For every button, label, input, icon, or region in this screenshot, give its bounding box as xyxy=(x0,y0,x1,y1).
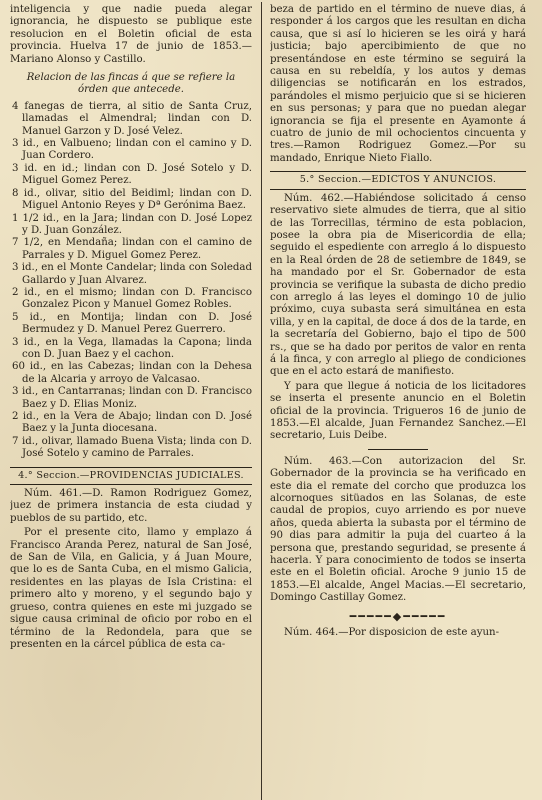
list-item: 3 id., en la Vega, llamadas la Capona; linda con D. Juan Baez y el cachon. xyxy=(12,336,252,360)
ornament-divider: ━━━━━◆━━━━━ xyxy=(349,609,447,623)
list-item: 2 id., en el mismo; lindan con D. Francisco Gonzalez Picon y Manuel Gomez Robles. xyxy=(12,286,252,311)
list-item: 3 id., en Cantarranas; lindan con D. Francisco Baez y D. Elias Moniz. xyxy=(12,386,252,410)
section-heading-edicts: 5.° Seccion.—EDICTOS Y ANUNCIOS. xyxy=(270,171,526,189)
list-item: 1 1/2 id., en la Jara; lindan con D. José Lopez y D. Juan González. xyxy=(12,212,252,236)
list-item: 7 id., olivar, llamado Buena Vista; linda con D. José Sotelo y camino de Parrales. xyxy=(12,435,252,460)
notice-461-heading: Núm. 461.—D. Ramon Rodriguez Gomez, juez de primera instancia de esta ciudad y pueblos de su partido, etc. xyxy=(10,488,252,524)
relation-title: Relacion de las fincas á que se refiere la órden que antecede. xyxy=(26,72,236,96)
notice-464-body: Núm. 464.—Por disposicion de este ayun- xyxy=(284,627,500,639)
list-item: 8 id., olivar, sitio del Beidiml; lindan con D. Miguel Antonio Reyes y Dª Gerónima Baez. xyxy=(12,187,252,212)
list-item: 2 id., en la Vera de Abajo; lindan con D. José Baez y la Junta diocesana. xyxy=(12,411,252,435)
list-item: 5 id., en Montija; lindan con D. José Bermudez y D. Manuel Perez Guerrero. xyxy=(12,311,252,336)
list-item: 7 1/2, en Mendaña; lindan con el camino de Parrales y D. Miguel Gomez Perez. xyxy=(12,237,252,261)
notice-461-continuation: beza de partido en el término de nueve dias, á responder á los cargos que les resultan en dicha causa, que si así lo hicieren se les oirá y hará justicia; bajo apercibimiento de que no presentándose en este término se seguirá la causa en su rebeldía, y los autos y demas diligencias se notificarán en los estrados, parándoles el mismo perjuicio que si se hicieren en sus personas; y para que no puedan alegar ignorancia se fija el presente en Ayamonte á cuatro de junio de mil ochocientos cincuenta y tres.—Ramon Rodriguez Gomez.—Por su mandado, Enrique Nieto Fiallo. xyxy=(270,4,526,164)
intro-paragraph: inteligencia y que nadie pueda alegar ignorancia, he dispuesto se publique este resolucion en el Boletin oficial de esta provincia. Huelva 17 de junio de 1853.—Mariano Alonso y Castillo. xyxy=(10,4,252,65)
library-watermark xyxy=(116,648,483,793)
notice-462-body: Núm. 462.—Habiéndose solicitado á censo reservativo siete almudes de tierra, que al sitio de las Torrecillas, término de esta poblacion, posee la obra pia de Misericordia de ella; seguido el espediente con arreglo á lo dispuesto en la Real órden de 28 de setiembre de 1849, se ha mandado por el Sr. Gobernador de esta provincia se verifique la subasta de dicho predio con arreglo á las leyes el domingo 10 de julio próximo, cuya subasta será simultánea en esta villa, y en la capital, de doce á dos de la tarde, en la secretaría del Gobierno, bajo el tipo de 500 rs., que se ha dado por peritos de valor en renta á la finca, y con arreglo al pliego de condiciones que en el acto estará de manifiesto. xyxy=(270,192,526,378)
list-item: 3 id., en Valbueno; lindan con el camino y D. Juan Cordero. xyxy=(12,138,252,162)
separator-rule xyxy=(368,449,428,450)
list-item: 3 id. en id.; lindan con D. José Sotelo y D. Miguel Gomez Perez. xyxy=(12,162,252,187)
list-item: 4 fanegas de tierra, al sitio de Santa Cruz, llamadas el Almendral; lindan con D. Manuel Garzon y D. José Velez. xyxy=(12,100,252,137)
notice-463-body: Núm. 463.—Con autorizacion del Sr. Gobernador de la provincia se ha verificado en este dia el remate del corcho que produzca los alcornoques sitüados en las Solanas, de este caudal de propios, cuyo arriendo es por nueve años, queda abierta la subasta por el término de 90 dias para admitir la puja del cuarteo á la persona que, prestando seguridad, se presente á hacerla. Y para conocimiento de todos se inserta este en el Boletin oficial. Aroche 9 junio 15 de 1853.—El alcalde, Angel Macias.—El secretario, Domingo Castillay Gomez. xyxy=(270,455,526,604)
section-heading-judicial: 4.° Seccion.—PROVIDENCIAS JUDICIALES. xyxy=(10,467,252,485)
list-item: 60 id., en las Cabezas; lindan con la Dehesa de la Alcaria y arroyo de Valcasao. xyxy=(12,361,252,385)
list-item: 3 id., en el Monte Candelar; linda con Soledad Gallardo y Juan Alvarez. xyxy=(12,262,252,286)
property-list xyxy=(10,101,252,461)
notice-461-body: Por el presente cito, llamo y emplazo á Francisco Aranda Perez, natural de San José, de San de Vila, en Galicia, y á Juan Moure, que lo es de Santa Cuba, en el mismo Galicia, residentes en las playas de Isla Cristina: el primero alto y moreno, y el segundo bajo y grueso, contra quienes en este mi juzgado se sigue causa criminal de oficio por robo en el término de la Redondela, para que se presenten en la cárcel pública de esta ca- xyxy=(10,527,252,650)
notice-462-closing: Y para que llegue á noticia de los licitadores se inserta el presente anuncio en el Boletin oficial de la provincia. Trigueros 16 de junio de 1853.—El alcalde, Juan Fernandez Sanchez.—El secretario, Luis Deibe. xyxy=(270,380,526,442)
